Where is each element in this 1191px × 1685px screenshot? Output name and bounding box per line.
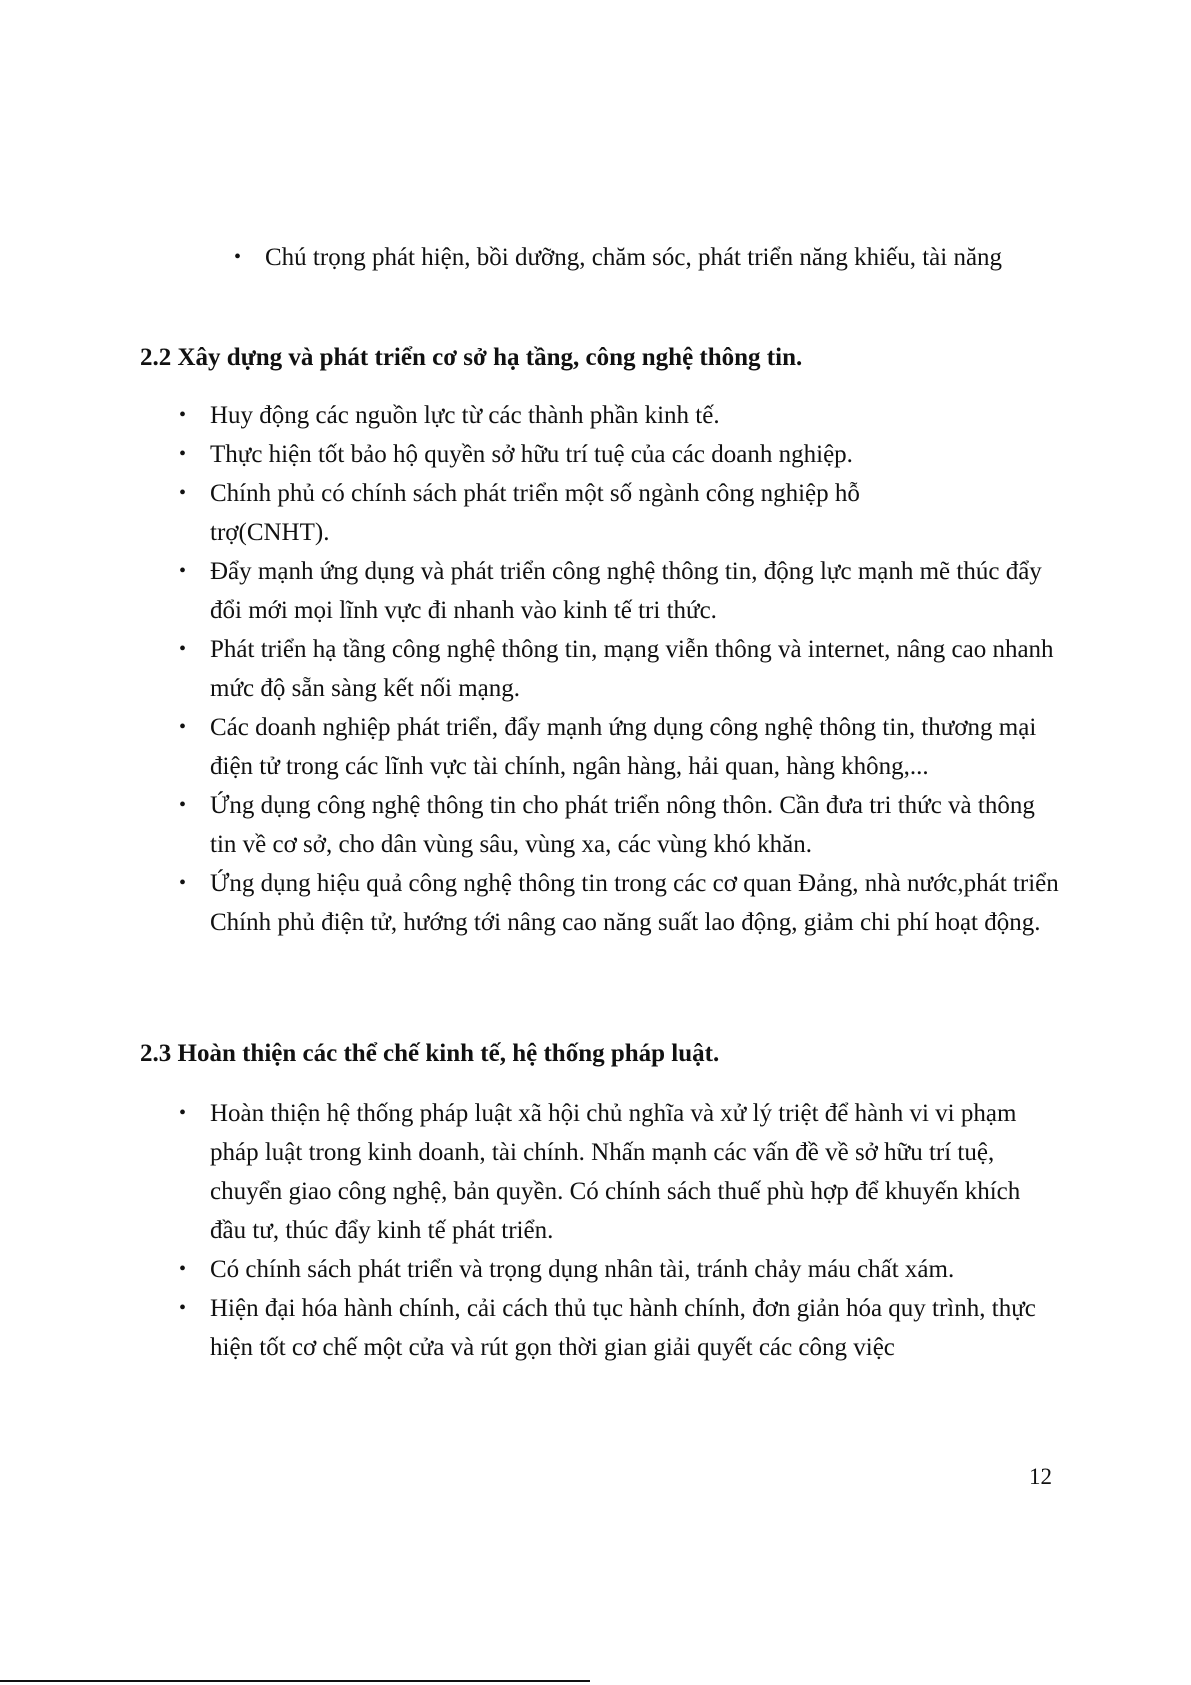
list-item	[179, 1250, 1060, 1289]
list-item	[234, 238, 1065, 277]
list-item-text: Huy động các nguồn lực từ các thành phần kinh tế.	[210, 402, 720, 429]
bullet-icon: •	[179, 404, 187, 426]
bullet-icon: •	[179, 1102, 187, 1124]
list-item-text: Có chính sách phát triển và trọng dụng nhân tài, tránh chảy máu chất xám.	[210, 1256, 955, 1283]
list-item	[179, 396, 1060, 435]
list-item	[179, 708, 1060, 786]
bullet-icon: •	[179, 560, 187, 582]
list-item-text: Chính phủ có chính sách phát triển một số ngành công nghiệp hỗ trợ(CNHT).	[210, 480, 860, 546]
list-item-text: Phát triển hạ tầng công nghệ thông tin, mạng viễn thông và internet, nâng cao nhanh mức độ sẵn sàng kết nối mạng.	[210, 636, 1054, 702]
list-item	[179, 1289, 1060, 1367]
list-item-text: Chú trọng phát hiện, bồi dưỡng, chăm sóc, phát triển năng khiếu, tài năng	[265, 244, 1003, 271]
bullet-icon: •	[179, 638, 187, 660]
section-2-3-bullet-list	[179, 1094, 1060, 1367]
list-item-text: Hiện đại hóa hành chính, cải cách thủ tục hành chính, đơn giản hóa quy trình, thực hiện tốt cơ chế một cửa và rút gọn thời gian giải quyết các công việc	[210, 1295, 1036, 1361]
bullet-icon: •	[234, 246, 242, 268]
bullet-icon: •	[179, 794, 187, 816]
section-heading-2-2: 2.2 Xây dựng và phát triển cơ sở hạ tầng, công nghệ thông tin.	[140, 344, 803, 371]
list-item	[179, 435, 1060, 474]
list-item-text: Đẩy mạnh ứng dụng và phát triển công nghệ thông tin, động lực mạnh mẽ thúc đẩy đổi mới mọi lĩnh vực đi nhanh vào kinh tế tri thức.	[210, 558, 1042, 624]
page-number: 12	[1029, 1464, 1052, 1489]
list-item	[179, 786, 1060, 864]
bullet-icon: •	[179, 482, 187, 504]
list-item	[179, 474, 1060, 552]
list-item	[179, 630, 1060, 708]
bullet-icon: •	[179, 1297, 187, 1319]
list-item-text: Ứng dụng công nghệ thông tin cho phát triển nông thôn. Cần đưa tri thức và thông tin về cơ sở, cho dân vùng sâu, vùng xa, các vùng khó khăn.	[210, 792, 1035, 858]
list-item-text: Ứng dụng hiệu quả công nghệ thông tin trong các cơ quan Đảng, nhà nước,phát triển Chính phủ điện tử, hướng tới nâng cao năng suất lao động, giảm chi phí hoạt động.	[210, 870, 1059, 936]
list-item-text: Hoàn thiện hệ thống pháp luật xã hội chủ nghĩa và xử lý triệt để hành vi vi phạm pháp luật trong kinh doanh, tài chính. Nhấn mạnh các vấn đề về sở hữu trí tuệ, chuyển giao công nghệ, bản quyền. Có chính sách thuế phù hợp để khuyến khích đầu tư, thúc đẩy kinh tế phát triển.	[210, 1100, 1021, 1244]
list-item	[179, 552, 1060, 630]
list-item-text: Thực hiện tốt bảo hộ quyền sở hữu trí tuệ của các doanh nghiệp.	[210, 441, 853, 468]
bullet-icon: •	[179, 443, 187, 465]
intro-bullet-list	[234, 238, 1065, 277]
list-item-text: Các doanh nghiệp phát triển, đẩy mạnh ứng dụng công nghệ thông tin, thương mại điện tử trong các lĩnh vực tài chính, ngân hàng, hải quan, hàng không,...	[210, 714, 1037, 780]
section-2-2-bullet-list	[179, 396, 1060, 942]
bullet-icon: •	[179, 716, 187, 738]
list-item	[179, 1094, 1060, 1250]
bullet-icon: •	[179, 1258, 187, 1280]
footer-divider	[0, 1680, 590, 1682]
bullet-icon: •	[179, 872, 187, 894]
list-item	[179, 864, 1060, 942]
section-heading-2-3: 2.3 Hoàn thiện các thể chế kinh tế, hệ thống pháp luật.	[140, 1040, 720, 1067]
